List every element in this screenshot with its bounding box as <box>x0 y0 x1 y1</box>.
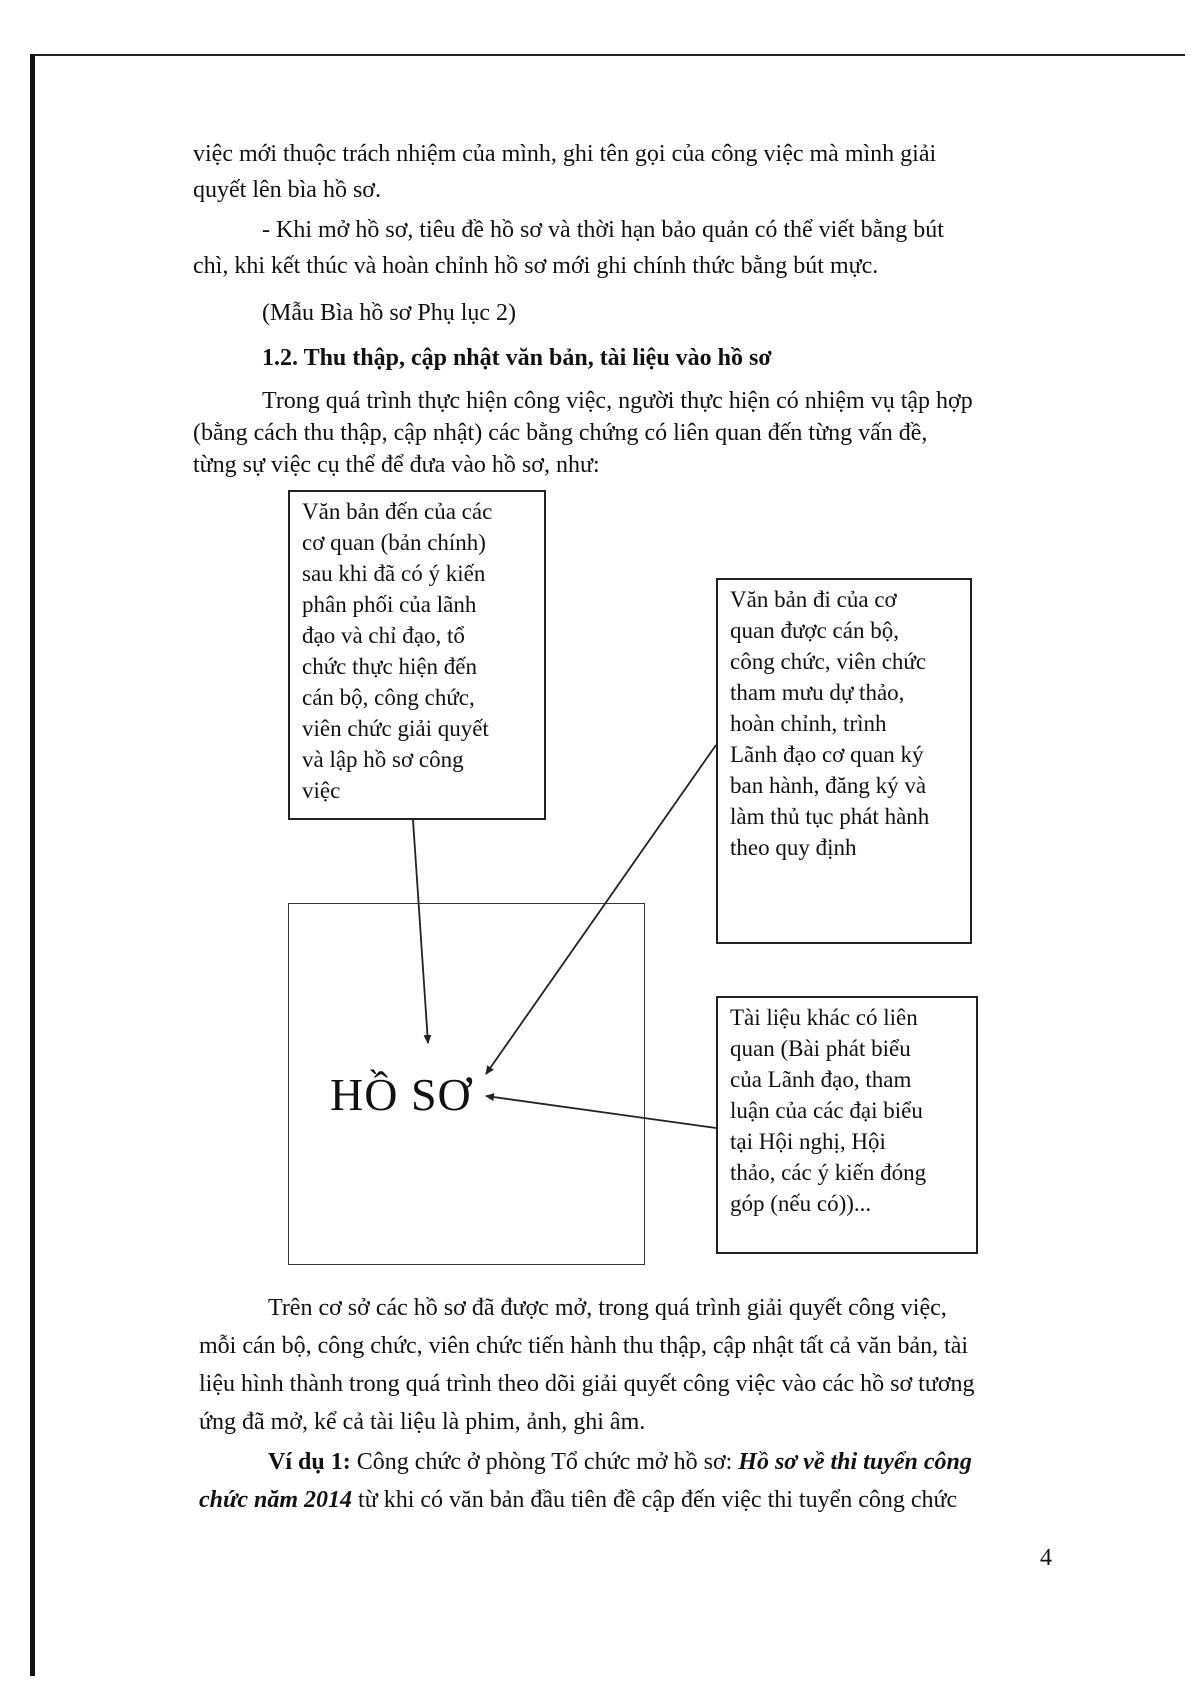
after-line-3: liệu hình thành trong quá trình theo dõi giải quyết công việc vào các hồ sơ tương <box>199 1371 975 1397</box>
incoming-line: chức thực hiện đến <box>302 654 478 679</box>
other-line: của Lãnh đạo, tham <box>730 1067 912 1092</box>
outgoing-line: ban hành, đăng ký và <box>730 773 927 798</box>
other-line: Tài liệu khác có liên <box>730 1005 918 1030</box>
incoming-line: cơ quan (bản chính) <box>302 530 486 555</box>
incoming-line: phân phối của lãnh <box>302 592 477 617</box>
arrow-from-incoming <box>413 820 428 1043</box>
example-line-2 <box>199 1482 957 1518</box>
outgoing-line: tham mưu dự thảo, <box>730 680 905 705</box>
outgoing-line: làm thủ tục phát hành <box>730 804 930 829</box>
example-label: Ví dụ 1: <box>268 1449 351 1475</box>
section-intro-line-3: từng sự việc cụ thể để đưa vào hồ sơ, như: <box>193 452 600 478</box>
incoming-line: Văn bản đến của các <box>302 499 493 524</box>
intro-line-1: việc mới thuộc trách nhiệm của mình, ghi tên gọi của công việc mà mình giải <box>193 141 937 167</box>
example-line-1 <box>268 1444 972 1480</box>
incoming-line: và lập hồ sơ công <box>302 747 464 772</box>
outgoing-line: theo quy định <box>730 835 857 860</box>
incoming-line: sau khi đã có ý kiến <box>302 561 486 586</box>
outgoing-line: hoàn chỉnh, trình <box>730 711 887 736</box>
intro-line-2: quyết lên bìa hồ sơ. <box>193 177 381 203</box>
section-intro-line-2: (bằng cách thu thập, cập nhật) các bằng chứng có liên quan đến từng vấn đề, <box>193 420 928 446</box>
outgoing-line: Văn bản đi của cơ <box>730 587 897 612</box>
other-line: thảo, các ý kiến đóng <box>730 1160 927 1185</box>
arrow-from-outgoing <box>486 745 716 1074</box>
section-intro-line-1: Trong quá trình thực hiện công việc, người thực hiện có nhiệm vụ tập hợp <box>262 388 973 414</box>
other-line: quan (Bài phát biểu <box>730 1036 911 1061</box>
other-line: góp (nếu có))... <box>730 1191 872 1216</box>
incoming-line: cán bộ, công chức, <box>302 685 475 710</box>
outgoing-line: quan được cán bộ, <box>730 618 899 643</box>
after-line-2: mỗi cán bộ, công chức, viên chức tiến hành thu thập, cập nhật tất cả văn bản, tài <box>199 1333 969 1359</box>
example-title-part-1: Hồ sơ về thi tuyển công <box>738 1449 972 1475</box>
incoming-line: việc <box>302 778 341 803</box>
incoming-line: viên chức giải quyết <box>302 716 489 741</box>
example-title-part-2: chức năm 2014 <box>199 1487 353 1513</box>
outgoing-line: công chức, viên chức <box>730 649 927 674</box>
other-line: tại Hội nghị, Hội <box>730 1129 886 1154</box>
incoming-line: đạo và chỉ đạo, tổ <box>302 623 465 648</box>
other-line: luận của các đại biểu <box>730 1098 923 1123</box>
section-heading: 1.2. Thu thập, cập nhật văn bản, tài liệu vào hồ sơ <box>262 345 772 371</box>
record-folder-label: HỒ SƠ <box>330 1069 472 1120</box>
note-line-2: chì, khi kết thúc và hoàn chỉnh hồ sơ mới ghi chính thức bằng bút mực. <box>193 253 879 279</box>
after-line-4: ứng đã mở, kể cả tài liệu là phim, ảnh, ghi âm. <box>199 1409 646 1435</box>
arrow-from-other <box>486 1096 716 1128</box>
template-reference: (Mẫu Bìa hồ sơ Phụ lục 2) <box>262 300 517 326</box>
page-number: 4 <box>1040 1545 1052 1571</box>
example-text-2: từ khi có văn bản đầu tiên đề cập đến việc thi tuyển công chức <box>352 1487 958 1513</box>
note-line-1: - Khi mở hồ sơ, tiêu đề hồ sơ và thời hạn bảo quản có thể viết bằng bút <box>262 217 944 243</box>
outgoing-line: Lãnh đạo cơ quan ký <box>730 742 924 767</box>
after-line-1: Trên cơ sở các hồ sơ đã được mở, trong quá trình giải quyết công việc, <box>268 1295 947 1321</box>
example-text-1: Công chức ở phòng Tổ chức mở hồ sơ: <box>350 1449 739 1475</box>
